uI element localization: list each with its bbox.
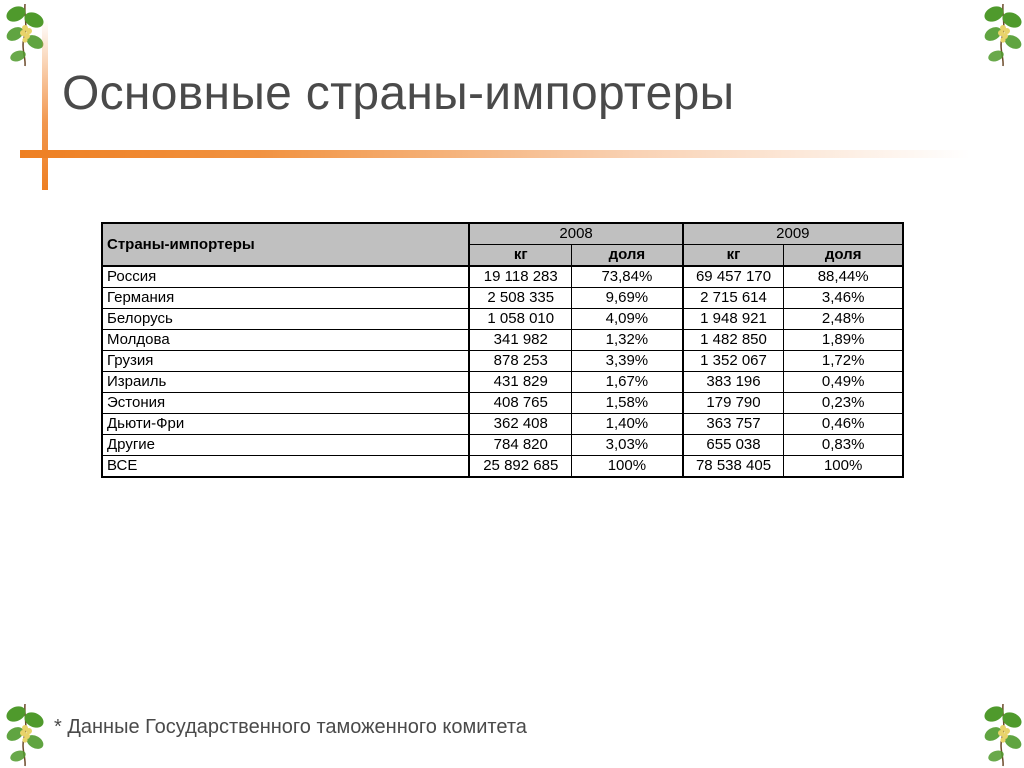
table-row: [102, 372, 903, 393]
kg-2008-cell: 362 408: [469, 414, 571, 435]
share-2008-cell: 4,09%: [572, 309, 683, 330]
country-cell: Молдова: [102, 330, 469, 351]
share-2009-cell: 2,48%: [784, 309, 903, 330]
kg-2008-cell: 878 253: [469, 351, 571, 372]
grape-vine-icon: [980, 2, 1024, 68]
share-2008-cell: 73,84%: [572, 266, 683, 288]
table-row: [102, 435, 903, 456]
country-cell: Грузия: [102, 351, 469, 372]
country-cell: Эстония: [102, 393, 469, 414]
kg-2009-cell: 78 538 405: [683, 456, 784, 478]
country-cell: Другие: [102, 435, 469, 456]
accent-horizontal-line: [20, 150, 970, 158]
table-row: [102, 330, 903, 351]
table-header-row: [102, 223, 903, 245]
kg-2009-cell: 655 038: [683, 435, 784, 456]
country-cell: Дьюти-Фри: [102, 414, 469, 435]
kg-2009-cell: 179 790: [683, 393, 784, 414]
kg-2008-cell: 341 982: [469, 330, 571, 351]
share-2009-cell: 1,72%: [784, 351, 903, 372]
kg-2008-cell: 19 118 283: [469, 266, 571, 288]
table-row: [102, 456, 903, 478]
country-cell: Германия: [102, 288, 469, 309]
country-column-header: Страны-импортеры: [102, 223, 469, 266]
kg-2009-cell: 2 715 614: [683, 288, 784, 309]
kg-2009-cell: 363 757: [683, 414, 784, 435]
kg-2008-cell: 25 892 685: [469, 456, 571, 478]
share-2009-cell: 0,83%: [784, 435, 903, 456]
kg-2008-cell: 2 508 335: [469, 288, 571, 309]
share-header-2009: доля: [784, 245, 903, 267]
kg-2009-cell: 1 948 921: [683, 309, 784, 330]
table-row: [102, 351, 903, 372]
importers-table: [101, 222, 904, 478]
kg-2008-cell: 431 829: [469, 372, 571, 393]
kg-header-2008: кг: [469, 245, 571, 267]
table-row: [102, 309, 903, 330]
share-2008-cell: 3,03%: [572, 435, 683, 456]
country-cell: Россия: [102, 266, 469, 288]
year-header-2008: 2008: [469, 223, 682, 245]
grape-vine-icon: [2, 702, 48, 768]
table-row: [102, 288, 903, 309]
share-2008-cell: 1,32%: [572, 330, 683, 351]
kg-2008-cell: 408 765: [469, 393, 571, 414]
share-2008-cell: 1,67%: [572, 372, 683, 393]
kg-2008-cell: 784 820: [469, 435, 571, 456]
share-2008-cell: 1,58%: [572, 393, 683, 414]
kg-2009-cell: 1 352 067: [683, 351, 784, 372]
share-2009-cell: 100%: [784, 456, 903, 478]
kg-header-2009: кг: [683, 245, 784, 267]
share-2009-cell: 3,46%: [784, 288, 903, 309]
share-2008-cell: 3,39%: [572, 351, 683, 372]
table-row: [102, 393, 903, 414]
country-cell: Белорусь: [102, 309, 469, 330]
kg-2009-cell: 383 196: [683, 372, 784, 393]
slide-title: Основные страны-импортеры: [62, 67, 735, 120]
share-2008-cell: 100%: [572, 456, 683, 478]
country-cell: Израиль: [102, 372, 469, 393]
kg-2009-cell: 1 482 850: [683, 330, 784, 351]
share-header-2008: доля: [572, 245, 683, 267]
accent-vertical-line: [42, 20, 48, 190]
country-cell: ВСЕ: [102, 456, 469, 478]
grape-vine-icon: [980, 702, 1024, 768]
kg-2008-cell: 1 058 010: [469, 309, 571, 330]
share-2008-cell: 1,40%: [572, 414, 683, 435]
footnote: * Данные Государственного таможенного комитета: [54, 716, 527, 738]
share-2009-cell: 88,44%: [784, 266, 903, 288]
table-body: [102, 266, 903, 477]
kg-2009-cell: 69 457 170: [683, 266, 784, 288]
share-2009-cell: 0,49%: [784, 372, 903, 393]
table-row: [102, 266, 903, 288]
year-header-2009: 2009: [683, 223, 903, 245]
share-2009-cell: 1,89%: [784, 330, 903, 351]
share-2008-cell: 9,69%: [572, 288, 683, 309]
share-2009-cell: 0,23%: [784, 393, 903, 414]
table-row: [102, 414, 903, 435]
share-2009-cell: 0,46%: [784, 414, 903, 435]
